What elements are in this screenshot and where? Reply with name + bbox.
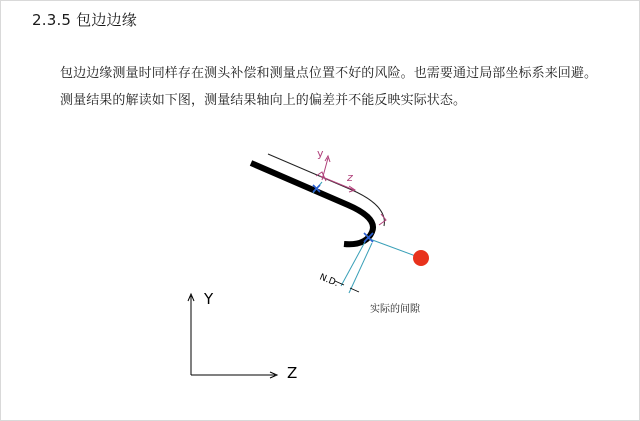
local-axis-y-label: y	[317, 147, 324, 160]
local-axes	[316, 156, 386, 225]
hemmed-part-profile	[251, 163, 373, 244]
local-axis-z-label: z	[347, 171, 353, 184]
global-axes	[188, 294, 277, 378]
global-axis-y-label: Y	[204, 290, 214, 308]
section-heading: 2.3.5 包边边缘	[32, 11, 137, 29]
actual-gap-label: 实际的间隙	[370, 304, 420, 315]
probe-ball	[413, 250, 429, 266]
paragraph-2: 测量结果的解读如下图，测量结果轴向上的偏差并不能反映实际状态。	[60, 93, 467, 108]
global-axis-z-label: Z	[287, 364, 298, 382]
nd-label: N.D.	[317, 272, 340, 290]
paragraph-1: 包边边缘测量时同样存在测头补偿和测量点位置不好的风险。也需要通过局部坐标系来回避。	[60, 66, 598, 81]
nd-dimension	[335, 281, 359, 292]
